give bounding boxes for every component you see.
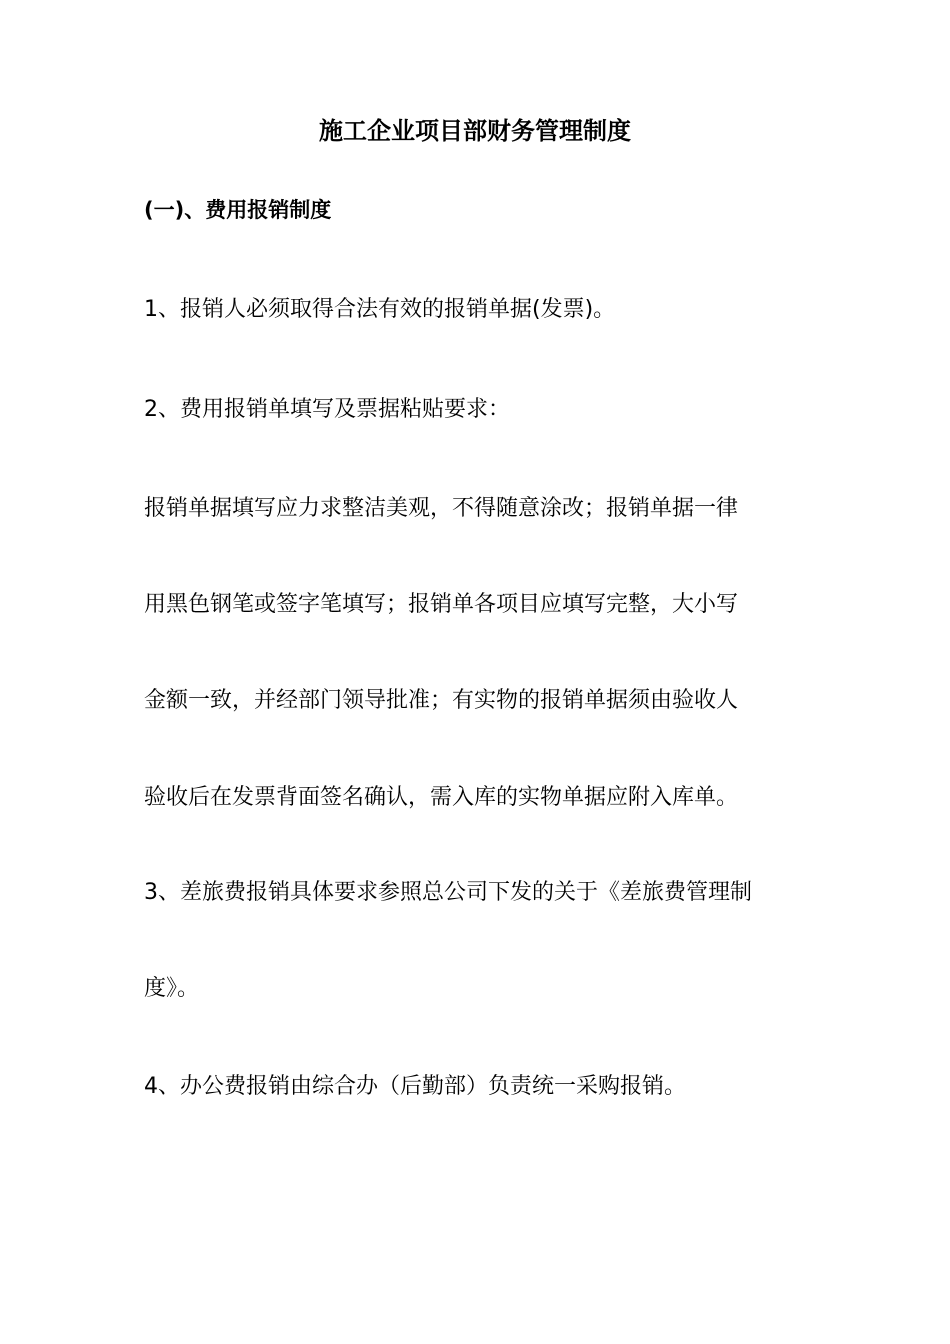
paragraph-line: 1、报销人必须取得合法有效的报销单据(发票)。 [144, 297, 616, 322]
paragraph-line: 用黑色钢笔或签字笔填写；报销单各项目应填写完整，大小写 [144, 592, 739, 617]
paragraph-line: 2、费用报销单填写及票据粘贴要求： [144, 397, 510, 422]
paragraph-line: 3、差旅费报销具体要求参照总公司下发的关于《差旅费管理制 [144, 880, 752, 905]
paragraph-line: 报销单据填写应力求整洁美观，不得随意涂改；报销单据一律 [144, 496, 739, 521]
section-heading: (一)、费用报销制度 [144, 198, 332, 222]
paragraph-line: 度》。 [144, 976, 200, 1001]
paragraph-line: 4、办公费报销由综合办（后勤部）负责统一采购报销。 [144, 1074, 686, 1099]
document-title: 施工企业项目部财务管理制度 [319, 117, 631, 145]
paragraph-line: 金额一致，并经部门领导批准；有实物的报销单据须由验收人 [144, 688, 739, 713]
paragraph-line: 验收后在发票背面签名确认，需入库的实物单据应附入库单。 [144, 785, 739, 810]
